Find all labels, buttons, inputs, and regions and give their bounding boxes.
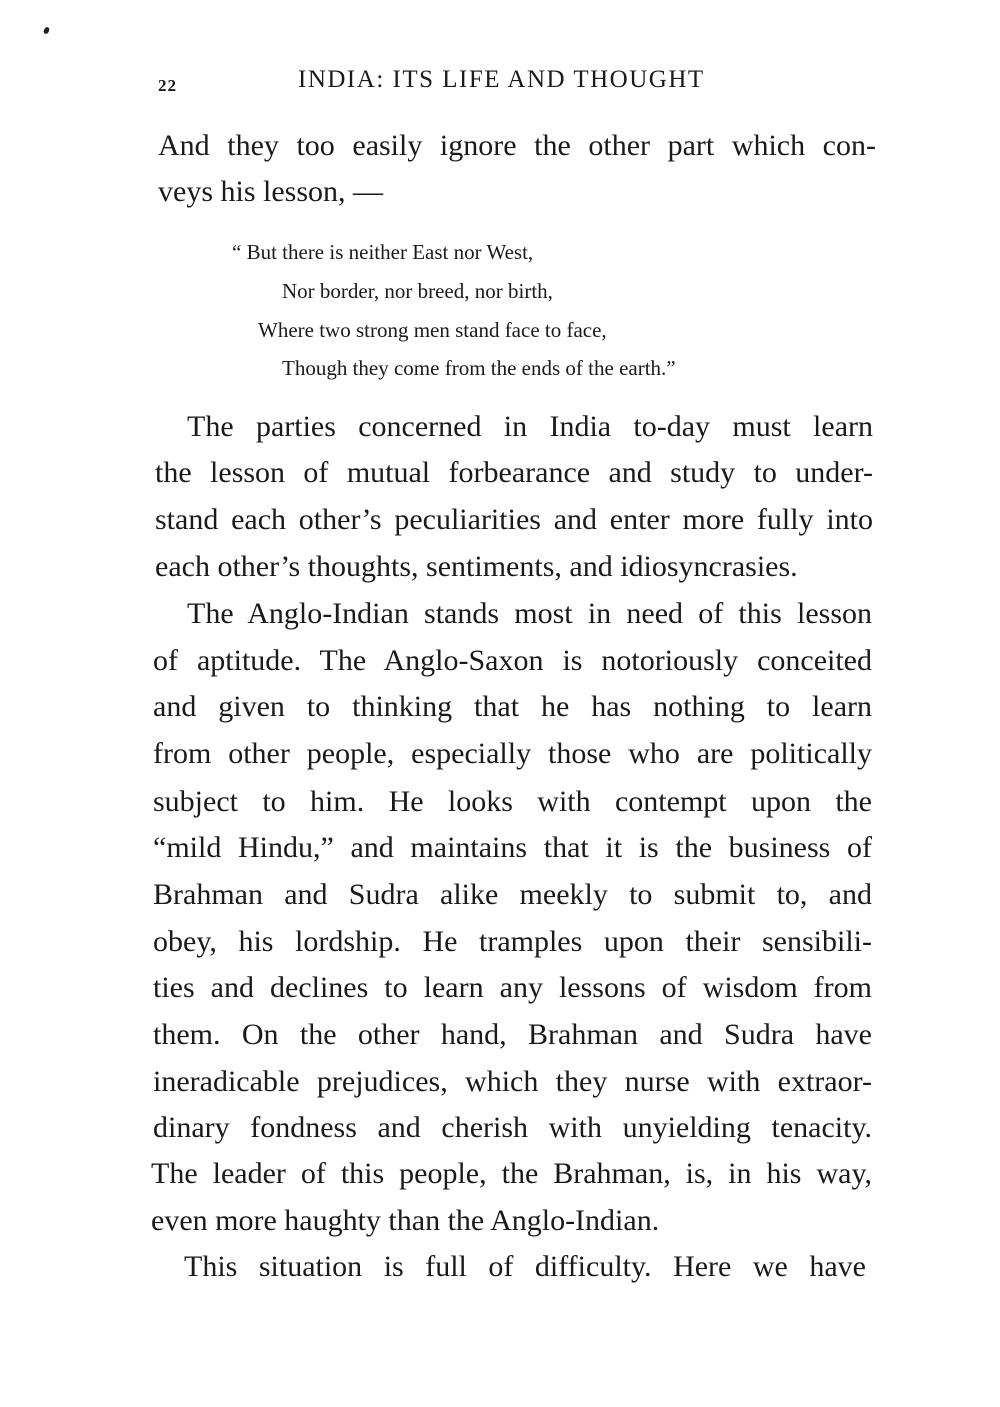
paragraph-2-line-14: even more haughty than the Anglo-Indian.	[151, 1204, 660, 1237]
running-head	[150, 66, 870, 98]
quote-line-4: Though they come from the ends of the earth.”	[282, 356, 676, 380]
paragraph-2-line-8: obey, his lordship. He tramples upon their sensibili-	[153, 925, 872, 958]
paragraph-1-line-4: each other’s thoughts, sentiments, and idiosyncrasies.	[155, 550, 798, 583]
paragraph-2-line-13: The leader of this people, the Brahman, is, in his way,	[151, 1157, 872, 1190]
opening-line-2: veys his lesson, —	[158, 175, 383, 208]
paragraph-2-line-4: from other people, especially those who are politically	[153, 737, 872, 770]
paragraph-2-line-1: The Anglo-Indian stands most in need of this lesson	[187, 597, 872, 630]
page-number: 22	[158, 76, 177, 95]
opening-line-1: And they too easily ignore the other part which con-	[158, 129, 876, 162]
quote-line-2: Nor border, nor breed, nor birth,	[282, 279, 553, 303]
quote-line-1: “ But there is neither East nor West,	[232, 240, 534, 264]
quote-line-3: Where two strong men stand face to face,	[258, 318, 607, 342]
paragraph-2-line-5: subject to him. He looks with contempt upon the	[153, 785, 872, 818]
ink-speck	[43, 26, 50, 34]
paragraph-2-line-9: ties and declines to learn any lessons of wisdom from	[153, 971, 872, 1004]
paragraph-2-line-6: “mild Hindu,” and maintains that it is the business of	[153, 831, 872, 864]
running-title: INDIA: ITS LIFE AND THOUGHT	[298, 66, 705, 93]
paragraph-1-line-2: the lesson of mutual forbearance and study to under-	[155, 456, 873, 489]
paragraph-3-line-1: This situation is full of difficulty. Here we have	[184, 1250, 866, 1283]
paragraph-2-line-10: them. On the other hand, Brahman and Sudra have	[153, 1018, 872, 1051]
paragraph-1-line-1: The parties concerned in India to-day must learn	[187, 410, 873, 443]
paragraph-2-line-3: and given to thinking that he has nothing to learn	[153, 690, 872, 723]
paragraph-2-line-11: ineradicable prejudices, which they nurse with extraor-	[153, 1065, 872, 1098]
paragraph-1-line-3: stand each other’s peculiarities and enter more fully into	[155, 503, 873, 536]
paragraph-2-line-2: of aptitude. The Anglo-Saxon is notoriously conceited	[153, 644, 872, 677]
paragraph-2-line-7: Brahman and Sudra alike meekly to submit to, and	[153, 878, 872, 911]
paragraph-2-line-12: dinary fondness and cherish with unyielding tenacity.	[153, 1111, 872, 1144]
